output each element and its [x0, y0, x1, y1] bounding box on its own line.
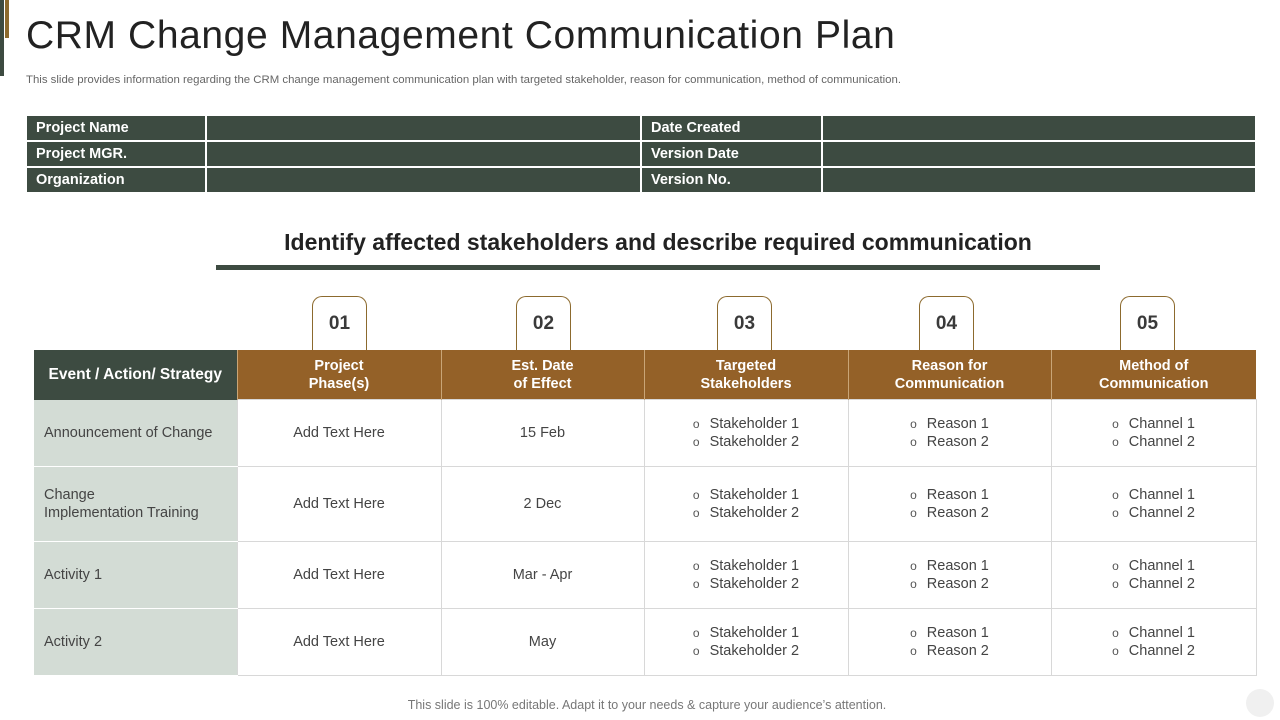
channel-text: Channel 1 — [1128, 487, 1195, 503]
bullet-icon: o — [1112, 644, 1119, 658]
channel-text: Channel 1 — [1128, 625, 1195, 641]
version-date-label: Version Date — [641, 141, 822, 167]
reasons-cell — [848, 467, 1051, 542]
channel-text: Channel 2 — [1128, 434, 1195, 450]
bullet-icon: o — [692, 644, 700, 658]
stakeholder-text: Stakeholder 2 — [709, 576, 800, 592]
reasons-cell — [848, 400, 1051, 467]
channel-text: Channel 1 — [1128, 558, 1195, 574]
date-cell: 2 Dec — [441, 467, 644, 542]
list-item — [910, 486, 989, 504]
event-cell: Announcement of Change — [34, 400, 237, 467]
column-number-03: 03 — [717, 296, 772, 351]
channels-cell — [1051, 467, 1256, 542]
bullet-icon: o — [692, 506, 700, 520]
list-item — [693, 575, 799, 593]
list-item — [693, 433, 799, 451]
stakeholders-cell — [644, 467, 848, 542]
list-item — [910, 433, 989, 451]
version-no-value[interactable] — [822, 167, 1256, 193]
channels-cell — [1051, 542, 1256, 609]
reasons-cell — [848, 609, 1051, 676]
channels-cell — [1051, 609, 1256, 676]
info-row — [26, 167, 1256, 193]
bullet-icon: o — [1112, 559, 1119, 573]
stakeholder-text: Stakeholder 2 — [709, 434, 800, 450]
list-item — [910, 504, 989, 522]
list-item — [910, 415, 989, 433]
phase-cell[interactable]: Add Text Here — [237, 400, 441, 467]
header-method: Method of Communication — [1051, 350, 1256, 400]
stakeholder-text: Stakeholder 1 — [709, 625, 800, 641]
footer-note: This slide is 100% editable. Adapt it to your needs & capture your audience’s attention. — [407, 698, 887, 712]
stakeholders-cell — [644, 542, 848, 609]
info-row — [26, 115, 1256, 141]
list-item — [693, 486, 799, 504]
column-number-02: 02 — [516, 296, 571, 351]
list-item — [693, 624, 799, 642]
list-item — [1112, 433, 1195, 451]
stakeholder-text: Stakeholder 1 — [709, 558, 800, 574]
reason-text: Reason 2 — [926, 434, 989, 450]
channel-text: Channel 1 — [1128, 416, 1195, 432]
list-item — [693, 557, 799, 575]
communication-plan-table — [34, 350, 1257, 676]
bullet-icon: o — [692, 435, 700, 449]
list-item — [910, 557, 989, 575]
bullet-icon: o — [910, 626, 917, 640]
table-row — [34, 542, 1256, 609]
reason-text: Reason 2 — [926, 643, 989, 659]
list-item — [1112, 504, 1195, 522]
project-name-label: Project Name — [26, 115, 206, 141]
project-info-table — [25, 114, 1257, 194]
channel-text: Channel 2 — [1128, 576, 1195, 592]
list-item — [910, 642, 989, 660]
bullet-icon: o — [1112, 435, 1119, 449]
list-item — [1112, 486, 1195, 504]
reason-text: Reason 2 — [926, 505, 989, 521]
list-item — [693, 504, 799, 522]
reasons-cell — [848, 542, 1051, 609]
stakeholder-text: Stakeholder 1 — [709, 416, 800, 432]
bullet-icon: o — [910, 644, 917, 658]
channels-cell — [1051, 400, 1256, 467]
page-title: CRM Change Management Communication Plan — [26, 14, 896, 57]
event-cell: Activity 2 — [34, 609, 237, 676]
date-created-value[interactable] — [822, 115, 1256, 141]
bullet-icon: o — [1112, 577, 1119, 591]
bullet-icon: o — [692, 626, 700, 640]
reason-text: Reason 1 — [926, 625, 989, 641]
table-row — [34, 609, 1256, 676]
reason-text: Reason 2 — [926, 576, 989, 592]
list-item — [1112, 415, 1195, 433]
bullet-icon: o — [692, 488, 700, 502]
bullet-icon: o — [910, 559, 917, 573]
column-number-01: 01 — [312, 296, 367, 351]
bullet-icon: o — [910, 488, 917, 502]
header-date: Est. Date of Effect — [441, 350, 644, 400]
organization-label: Organization — [26, 167, 206, 193]
phase-cell[interactable]: Add Text Here — [237, 609, 441, 676]
project-name-value[interactable] — [206, 115, 641, 141]
table-row — [34, 467, 1256, 542]
header-reason: Reason for Communication — [848, 350, 1051, 400]
bullet-icon: o — [692, 417, 700, 431]
date-created-label: Date Created — [641, 115, 822, 141]
bullet-icon: o — [1112, 417, 1119, 431]
stakeholder-text: Stakeholder 2 — [709, 643, 800, 659]
reason-text: Reason 1 — [926, 487, 989, 503]
reason-text: Reason 1 — [926, 416, 989, 432]
page-subtitle: This slide provides information regarding the CRM change management communication plan with targeted stakeholder, reason for communication, method of communication. — [26, 74, 901, 86]
list-item — [1112, 575, 1195, 593]
section-heading: Identify affected stakeholders and describe required communication — [284, 229, 1032, 255]
event-cell: Activity 1 — [34, 542, 237, 609]
accent-bar-dark — [0, 0, 4, 76]
phase-cell[interactable]: Add Text Here — [237, 542, 441, 609]
reason-text: Reason 1 — [926, 558, 989, 574]
project-mgr-label: Project MGR. — [26, 141, 206, 167]
bullet-icon: o — [1112, 626, 1119, 640]
header-phase: Project Phase(s) — [237, 350, 441, 400]
header-event: Event / Action/ Strategy — [34, 350, 237, 400]
bullet-icon: o — [910, 435, 917, 449]
column-number-05: 05 — [1120, 296, 1175, 351]
stakeholders-cell — [644, 609, 848, 676]
version-no-label: Version No. — [641, 167, 822, 193]
list-item — [1112, 642, 1195, 660]
corner-circle-icon — [1246, 689, 1274, 717]
date-cell: Mar - Apr — [441, 542, 644, 609]
column-number-04: 04 — [919, 296, 974, 351]
bullet-icon: o — [910, 506, 917, 520]
date-cell: May — [441, 609, 644, 676]
bullet-icon: o — [1112, 488, 1119, 502]
list-item — [693, 415, 799, 433]
stakeholder-text: Stakeholder 1 — [709, 487, 800, 503]
header-stakeholders: Targeted Stakeholders — [644, 350, 848, 400]
list-item — [910, 624, 989, 642]
project-mgr-value[interactable] — [206, 141, 641, 167]
list-item — [1112, 624, 1195, 642]
version-date-value[interactable] — [822, 141, 1256, 167]
stakeholder-text: Stakeholder 2 — [709, 505, 800, 521]
list-item — [1112, 557, 1195, 575]
bullet-icon: o — [910, 417, 917, 431]
info-row — [26, 141, 1256, 167]
bullet-icon: o — [910, 577, 917, 591]
bullet-icon: o — [692, 559, 700, 573]
bullet-icon: o — [692, 577, 700, 591]
list-item — [693, 642, 799, 660]
event-cell: Change Implementation Training — [34, 467, 237, 542]
list-item — [910, 575, 989, 593]
bullet-icon: o — [1112, 506, 1119, 520]
channel-text: Channel 2 — [1128, 643, 1195, 659]
phase-cell[interactable]: Add Text Here — [237, 467, 441, 542]
heading-underline — [216, 265, 1100, 270]
channel-text: Channel 2 — [1128, 505, 1195, 521]
accent-bar-brown — [5, 0, 9, 38]
table-row — [34, 400, 1256, 467]
date-cell: 15 Feb — [441, 400, 644, 467]
organization-value[interactable] — [206, 167, 641, 193]
stakeholders-cell — [644, 400, 848, 467]
table-header-row — [34, 350, 1256, 400]
